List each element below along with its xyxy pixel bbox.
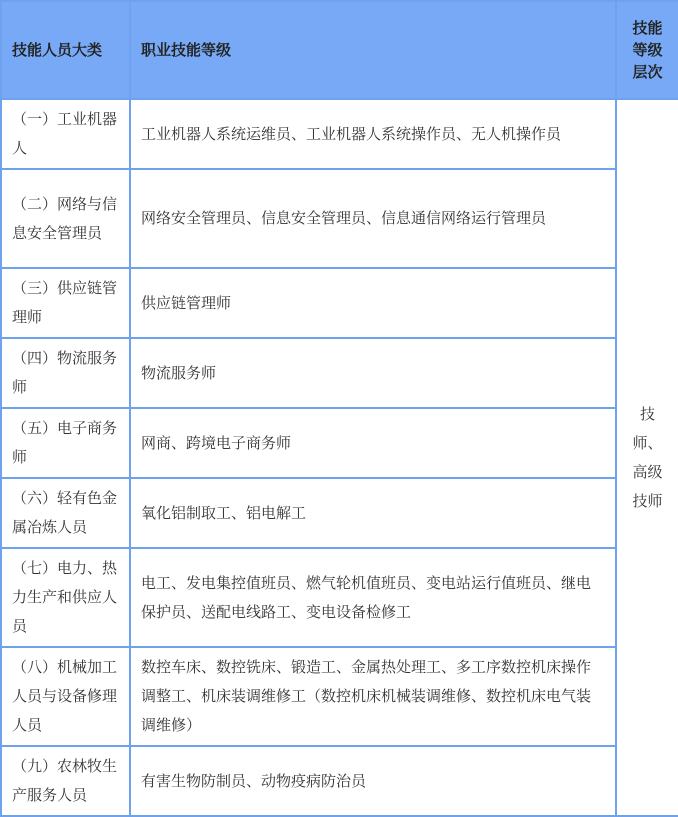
table-row: [1, 548, 678, 647]
category-cell: （五）电子商务师: [1, 408, 130, 478]
table-row: [1, 338, 678, 408]
category-cell: （六）轻有色金属冶炼人员: [1, 478, 130, 548]
table-row: [1, 408, 678, 478]
header-row: [1, 1, 678, 99]
skills-cell: 物流服务师: [130, 338, 616, 408]
table-row: [1, 169, 678, 268]
skills-cell: 网商、跨境电子商务师: [130, 408, 616, 478]
header-skill: 职业技能等级: [130, 1, 616, 99]
table-row: [1, 478, 678, 548]
skills-cell: 工业机器人系统运维员、工业机器人系统操作员、无人机操作员: [130, 99, 616, 169]
category-cell: （九）农林牧生产服务人员: [1, 746, 130, 816]
header-category: 技能人员大类: [1, 1, 130, 99]
skills-cell: 电工、发电集控值班员、燃气轮机值班员、变电站运行值班员、继电保护员、送配电线路工、变电设备检修工: [130, 548, 616, 647]
header-level: 技能 等级 层次: [616, 1, 678, 99]
table-row: [1, 268, 678, 338]
table-row: [1, 746, 678, 816]
skills-cell: 网络安全管理员、信息安全管理员、信息通信网络运行管理员: [130, 169, 616, 268]
category-cell: （八）机械加工人员与设备修理人员: [1, 647, 130, 746]
skills-cell: 有害生物防制员、动物疫病防治员: [130, 746, 616, 816]
category-cell: （二）网络与信息安全管理员: [1, 169, 130, 268]
category-cell: （一）工业机器人: [1, 99, 130, 169]
level-cell: 技 师、 高级 技师: [616, 99, 678, 816]
category-cell: （三）供应链管理师: [1, 268, 130, 338]
skills-cell: 氧化铝制取工、铝电解工: [130, 478, 616, 548]
table-row: [1, 647, 678, 746]
skills-cell: 供应链管理师: [130, 268, 616, 338]
table-row: [1, 99, 678, 169]
skills-cell: 数控车床、数控铣床、锻造工、金属热处理工、多工序数控机床操作调整工、机床装调维修工（数控机床机械装调维修、数控机床电气装调维修）: [130, 647, 616, 746]
category-cell: （七）电力、热力生产和供应人员: [1, 548, 130, 647]
category-cell: （四）物流服务师: [1, 338, 130, 408]
